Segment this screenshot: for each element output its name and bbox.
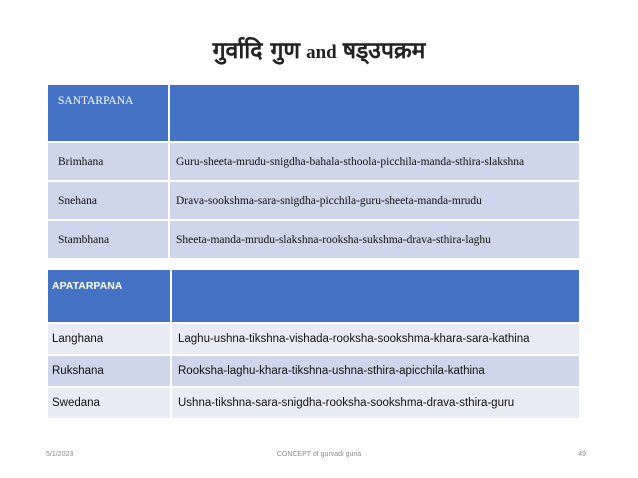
footer-title: CONCEPT of gurvadi guna: [276, 451, 362, 458]
qualities-cell: Rooksha-laghu-khara-tikshna-ushna-sthira-apicchila-kathina: [171, 355, 580, 387]
table-row: [47, 387, 580, 419]
qualities-cell: Drava-sookshma-sara-snigdha-picchila-guru-sheeta-manda-mrudu: [169, 181, 580, 220]
footer-page-number: 49: [578, 451, 586, 458]
therapy-name-cell: Rukshana: [47, 355, 171, 387]
table-row: [47, 355, 580, 387]
title-hindi-gurvadi-guna: गुर्वादि गुण: [212, 38, 301, 64]
apatarpana-header-row: [47, 269, 580, 323]
table-row: [47, 142, 580, 181]
qualities-cell: Sheeta-manda-mrudu-slakshna-rooksha-sukshma-drava-sthira-laghu: [169, 220, 580, 259]
qualities-cell: Ushna-tikshna-sara-snigdha-rooksha-sookshma-drava-sthira-guru: [171, 387, 580, 419]
table-row: [47, 181, 580, 220]
table-row: [47, 323, 580, 355]
qualities-cell: Guru-sheeta-mrudu-snigdha-bahala-sthoola-picchila-manda-sthira-slakshna: [169, 142, 580, 181]
therapy-name-cell: Snehana: [47, 181, 169, 220]
title-hindi-shad-upakrama: षड्उपक्रम: [342, 38, 426, 64]
apatarpana-table: [46, 268, 581, 420]
therapy-name-cell: Stambhana: [47, 220, 169, 259]
footer-date: 5/1/2023: [46, 451, 74, 458]
santarpana-header-cell: SANTARPANA: [47, 84, 169, 142]
santarpana-header-row: [47, 84, 580, 142]
qualities-cell: Laghu-ushna-tikshna-vishada-rooksha-sookshma-khara-sara-kathina: [171, 323, 580, 355]
table-row: [47, 220, 580, 259]
therapy-name-cell: Langhana: [47, 323, 171, 355]
title-connector: and: [306, 42, 337, 63]
santarpana-table: [46, 83, 581, 260]
santarpana-header-empty-cell: [169, 84, 580, 142]
therapy-name-cell: Swedana: [47, 387, 171, 419]
slide-title: [0, 33, 638, 65]
therapy-name-cell: Brimhana: [47, 142, 169, 181]
apatarpana-header-empty-cell: [171, 269, 580, 323]
apatarpana-header-cell: APATARPANA: [47, 269, 171, 323]
